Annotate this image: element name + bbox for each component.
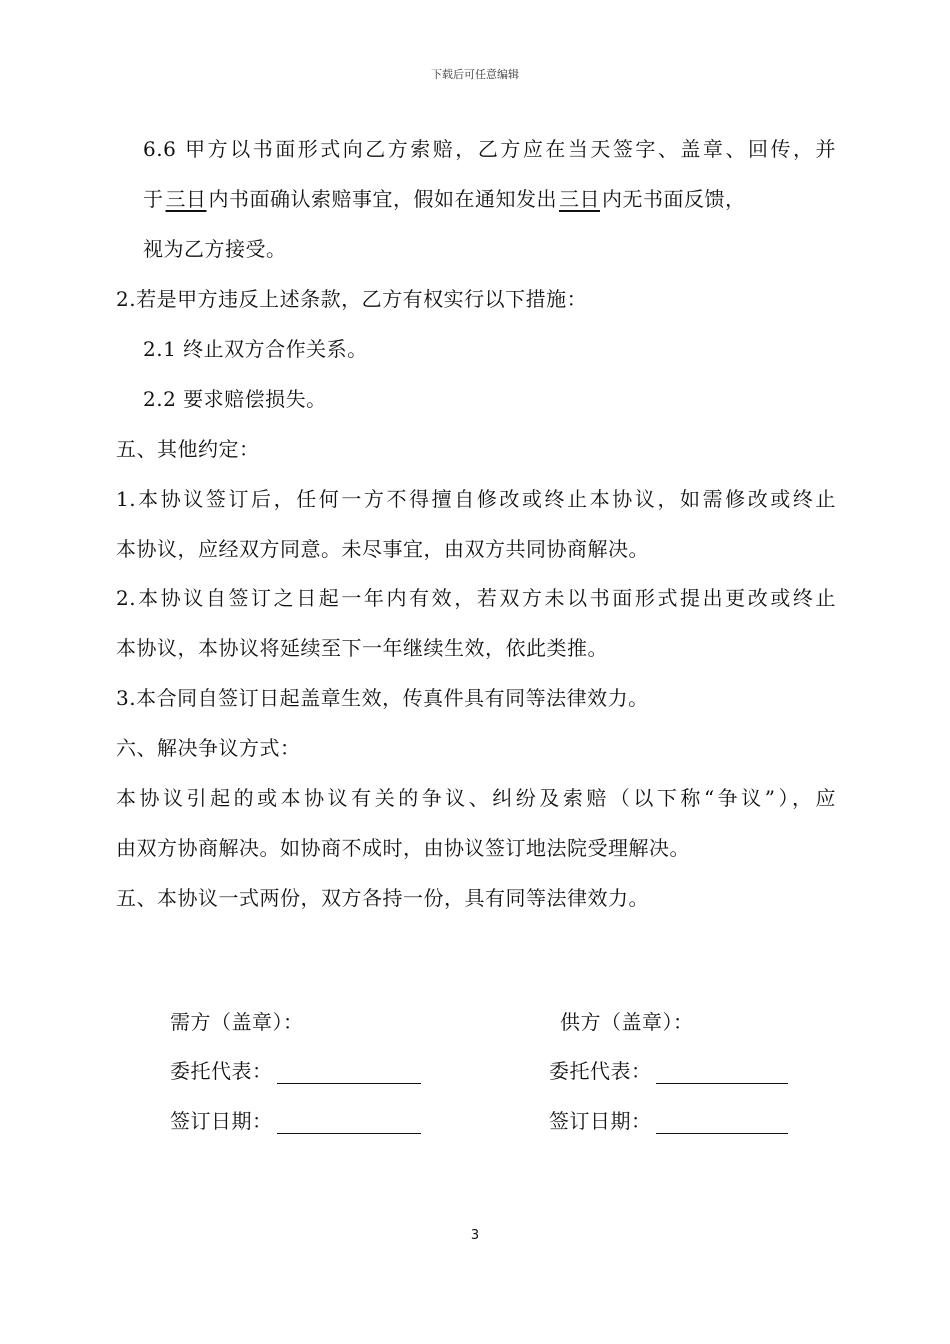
supplier-sign-date-label: 签订日期： [549, 1109, 652, 1133]
buyer-representative-blank [277, 1061, 421, 1084]
buyer-sign-date-row [170, 1108, 421, 1134]
section-6-paragraph-line-1: 本协议引起的或本协议有关的争议、纠纷及索赔（以下称“争议”），应 [116, 786, 836, 810]
clause-6-6-line-2 [143, 186, 746, 212]
section-5-item-2-line-2: 本协议，本协议将延续至下一年继续生效，依此类推。 [116, 636, 608, 660]
buyer-representative-row [170, 1058, 421, 1084]
section-6-paragraph-line-2: 由双方协商解决。如协商不成时，由协议签订地法院受理解决。 [116, 836, 690, 860]
section-5-title: 五、其他约定： [116, 437, 260, 461]
supplier-seal-label: 供方（盖章）： [560, 1010, 694, 1034]
clause-6-6-text-a: 于 [143, 187, 164, 211]
section-5-item-1-line-1: 1.本协议签订后，任何一方不得擅自修改或终止本协议，如需修改或终止 [116, 487, 836, 511]
page-number: 3 [470, 1228, 480, 1243]
clause-6-6-text-c: 内无书面反馈， [602, 187, 746, 211]
section-5-item-3: 3.本合同自签订日起盖章生效，传真件具有同等法律效力。 [116, 686, 649, 710]
item-2-1: 2.1 终止双方合作关系。 [143, 337, 368, 361]
supplier-sign-date-row [549, 1108, 788, 1134]
buyer-seal-label: 需方（盖章）： [170, 1010, 304, 1034]
section-6-title: 六、解决争议方式： [116, 736, 301, 760]
supplier-representative-blank [656, 1061, 788, 1084]
clause-6-6-line-1: 6.6 甲方以书面形式向乙方索赔，乙方应在当天签字、盖章、回传，并 [143, 137, 836, 161]
underlined-three-days-1: 三日 [165, 187, 207, 211]
item-2: 2.若是甲方违反上述条款，乙方有权实行以下措施： [116, 287, 588, 311]
final-clause: 五、本协议一式两份，双方各持一份，具有同等法律效力。 [116, 886, 649, 910]
section-5-item-1-line-2: 本协议，应经双方同意。未尽事宜，由双方共同协商解决。 [116, 537, 649, 561]
page-header: 下载后可任意编辑 [431, 68, 519, 81]
clause-6-6-text-b: 内书面确认索赔事宜，假如在通知发出 [208, 187, 557, 211]
buyer-sign-date-blank [277, 1111, 421, 1134]
supplier-representative-row [549, 1058, 788, 1084]
supplier-representative-label: 委托代表： [549, 1059, 652, 1083]
supplier-sign-date-blank [656, 1111, 788, 1134]
clause-6-6-line-3: 视为乙方接受。 [143, 237, 287, 261]
buyer-representative-label: 委托代表： [170, 1059, 273, 1083]
underlined-three-days-2: 三日 [559, 187, 600, 211]
section-5-item-2-line-1: 2.本协议自签订之日起一年内有效，若双方未以书面形式提出更改或终止 [116, 586, 836, 610]
buyer-sign-date-label: 签订日期： [170, 1109, 273, 1133]
item-2-2: 2.2 要求赔偿损失。 [143, 387, 327, 411]
